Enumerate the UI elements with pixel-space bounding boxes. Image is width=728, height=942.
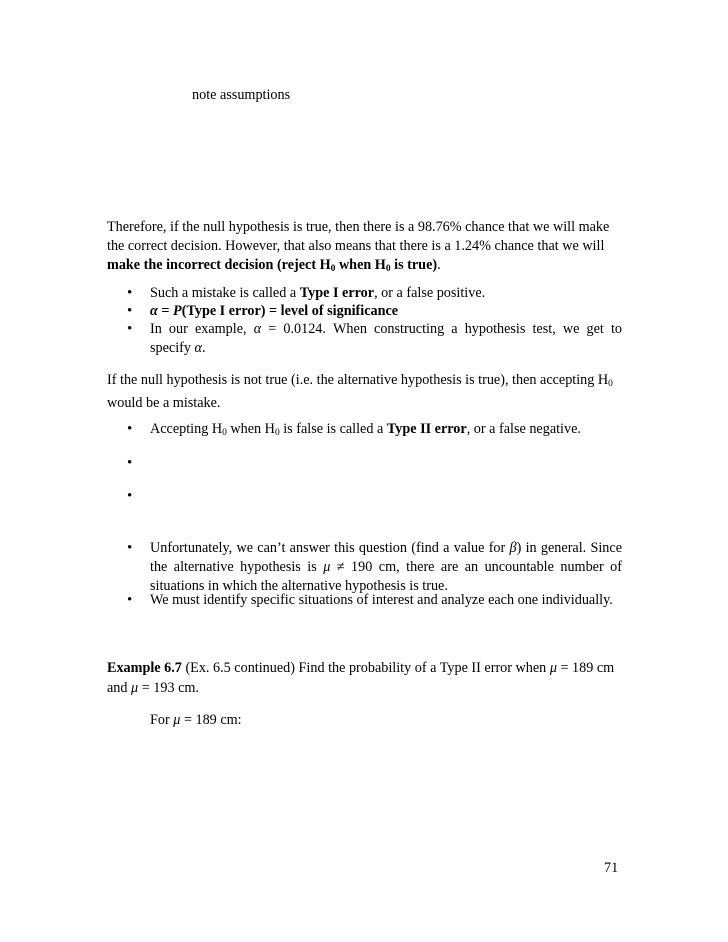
bullet-cannot-answer: Unfortunately, we can’t answer this question (find a value for β) in general. Since the alternative hypothesis is μ ≠ 190 cm, there are an uncountable number of situations in which the alternative hypothesis is true. — [150, 540, 622, 594]
bullet-type-ii-error: Accepting $H_0$ when $H_0$ is false is called a Type II error, or a false negative. — [150, 421, 581, 438]
page-number: 71 — [604, 860, 619, 876]
bullet-dot: • — [127, 285, 133, 301]
bullet-dot-empty: • — [127, 488, 133, 504]
bullet-identify-situations: We must identify specific situations of interest and analyze each one individually. — [150, 592, 613, 608]
for-mu-189: For μ = 189 cm: — [150, 712, 242, 728]
para2-line2: would be a mistake. — [107, 395, 221, 411]
para2-line1: If the null hypothesis is not true (i.e. the alternative hypothesis is true), then accepting $H_0$ — [107, 372, 613, 389]
paragraph-null-false — [107, 371, 622, 413]
bullet-dot: • — [127, 303, 133, 319]
bullet-dot: • — [127, 592, 133, 608]
para1-line2: the correct decision. However, that also means that there is a 1.24% chance that we will — [107, 238, 605, 254]
bullet-alpha-definition: α = P(Type I error) = level of significance — [150, 303, 399, 319]
paragraph-null-true — [107, 218, 622, 279]
bullet-dot: • — [127, 540, 133, 556]
bullet-alpha-example: In our example, α = 0.0124. When constructing a hypothesis test, we get to specify α. — [150, 321, 622, 356]
example-6-7: Example 6.7 (Ex. 6.5 continued) Find the probability of a Type II error when μ = 189 cm and μ = 193 cm. — [107, 660, 615, 696]
para1-line1: Therefore, if the null hypothesis is true, then there is a 98.76% chance that we will make — [107, 219, 610, 235]
para1-line3: make the incorrect decision (reject $H_0$ when $H_0$ is true). — [107, 257, 441, 274]
top-note: note assumptions — [192, 87, 291, 103]
bullet-dot: • — [127, 321, 133, 337]
bullet-dot: • — [127, 421, 133, 437]
bullet-dot-empty: • — [127, 455, 133, 471]
bullet-type-i-error: Such a mistake is called a Type I error, or a false positive. — [150, 285, 486, 301]
